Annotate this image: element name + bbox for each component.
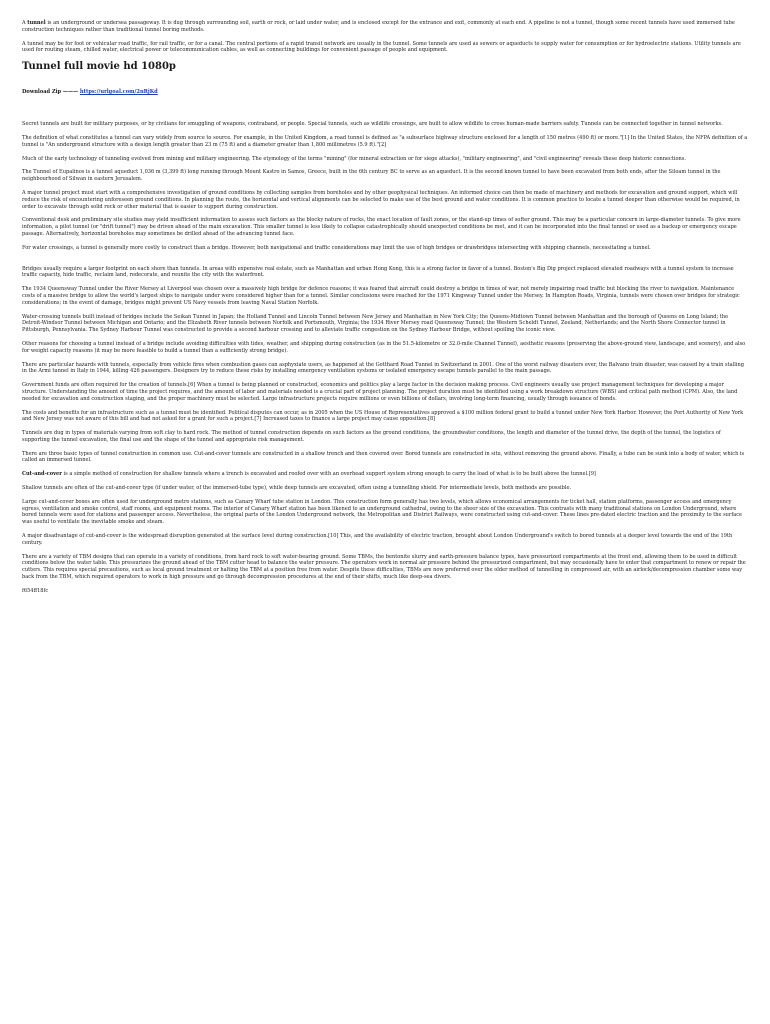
body-paragraph: Tunnels are dug in types of materials varying from soft clay to hard rock. The method of tunnel construction depends on such factors as the ground conditions, the groundwater conditions, the length and diameter of the tunnel drive, the depth of the tunnel, the logistics of supporting the tunnel excavation, the final use and the shape of the tunnel and appropriate risk management.: [22, 430, 721, 443]
body-paragraph: Other reasons for choosing a tunnel instead of a bridge include avoiding difficulties with tides, weather, and shipping during construction (as in the 51.5-kilometre or 32.0-mile Channel Tunnel), aesthetic reasons (preserving the above-ground view, landscape, and scenery), and also for weight capacity reasons (it may be more feasible to build a tunnel than a sufficiently strong bridge).: [22, 340, 746, 354]
body-paragraph: Conventional desk and preliminary site studies may yield insufficient information to assess such factors as the blocky nature of rocks, the exact location of fault zones, or the stand-up times of softer ground. This may be a particular concern in large-diameter tunnels. To give more information, a pilot tunnel (or "drift tunnel") may be driven ahead of the main excavation. This smaller tunnel is less likely to collapse catastrophically should unexpected conditions be met, and it can be incorporated into the final tunnel or used as a backup or emergency escape passage. Alternatively, horizontal boreholes may sometimes be drilled ahead of the advancing tunnel face.: [22, 217, 741, 237]
body-paragraph: Water-crossing tunnels built instead of bridges include the Seikan Tunnel in Japan; the Holland Tunnel and Lincoln Tunnel between New Jersey and Manhattan in New York City; the Queens-Midtown Tunnel between Manhattan and the borough of Queens on Long Island; the Detroit-Windsor Tunnel between Michigan and Ontario; and the Elizabeth River tunnels between Norfolk and Portsmouth, Virginia; the 1934 River Mersey road Queensway Tunnel; the Western Scheldt Tunnel, Zeeland, Netherlands; and the North Shore Connector tunnel in Pittsburgh, Pennsylvania. The Sydney Harbour Tunnel was constructed to provide a second harbour crossing and to alleviate traffic congestion on the Sydney Harbour Bridge, without spoiling the iconic view.: [22, 313, 729, 334]
cut-and-cover-paragraph: Cut-and-cover is a simple method of construction for shallow tunnels where a trench is excavated and roofed over with an overhead support system strong enough to carry the load of what is to be built above the tunnel.[9]: [22, 471, 596, 478]
download-label: Download Zip ———: [22, 89, 80, 96]
body-paragraph: Large cut-and-cover boxes are often used for underground metro stations, such as Canary Wharf tube station in London. This construction form generally has two levels, which allows economical arrangements for ticket hall, station platforms, passenger access and emergency egress, ventilation and smoke control, staff rooms, and equipment rooms. The interior of Canary Wharf station has been likened to an underground cathedral, owing to the sheer size of the excavation. This contrasts with many traditional stations on London Underground, where bored tunnels were used for stations and passenger access. Nevertheless, the original parts of the London Underground network, the Metropolitan and District Railways, were constructed using cut-and-cover. These lines pre-dated electric traction and the proximity to the surface was useful to ventilate the inevitable smoke and steam.: [22, 498, 743, 526]
paragraph-gap: [22, 259, 748, 266]
page-title: Tunnel full movie hd 1080p: [22, 61, 176, 73]
body-paragraph: There are particular hazards with tunnels, especially from vehicle fires when combustion gases can asphyxiate users, as happened at the Gotthard Road Tunnel in Switzerland in 2001. One of the worst railway disasters ever, the Balvano train disaster, was caused by a train stalling in the Armi tunnel in Italy in 1944, killing 426 passengers. Designers try to reduce these risks by installing emergency ventilation systems or isolated emergency escape tunnels parallel to the main passage.: [22, 361, 744, 375]
intro-paragraph-1: A tunnel is an underground or undersea passageway. It is dug through surrounding soil, earth or rock, or laid under water, and is enclosed except for the entrance and exit, commonly at each end. A pipeline is not a tunnel, though some recent tunnels have used immersed tube construction techniques rather than traditional tunnel boring methods.: [22, 20, 735, 33]
tunnel-term: tunnel: [27, 20, 46, 26]
body-paragraph: A major disadvantage of cut-and-cover is the widespread disruption generated at the surface level during construction.[10] This, and the availability of electric traction, brought about London Underground's switch to bored tunnels at a deeper level towards the end of the 19th century.: [22, 533, 733, 546]
body-paragraph: There are three basic types of tunnel construction in common use. Cut-and-cover tunnels are constructed in a shallow trench and then covered over. Bored tunnels are constructed in situ, without removing the ground above. Finally, a tube can be sunk into a body of water, which is called an immersed tunnel.: [22, 450, 745, 464]
body-paragraph: The definition of what constitutes a tunnel can vary widely from source to source. For example, in the United Kingdom, a road tunnel is defined as "a subsurface highway structure enclosed for a length of 150 metres (490 ft) or more."[1] In the United States, the NFPA definition of a tunnel is "An underground structure with a design length greater than 23 m (75 ft) and a diameter greater than 1,800 millimetres (5.9 ft)."[2]: [22, 134, 748, 148]
body-paragraph: A major tunnel project must start with a comprehensive investigation of ground conditions by collecting samples from boreholes and by other geophysical techniques. An informed choice can then be made of machinery and methods for excavation and ground support, which will reduce the risk of encountering unforeseen ground conditions. In planning the route, the horizontal and vertical alignments can be selected to make use of the best ground and water conditions. It is common practice to locate a tunnel deeper than otherwise would be required, in order to excavate through solid rock or other material that is easier to support during construction.: [22, 189, 740, 210]
article-body: [22, 121, 748, 581]
body-paragraph: Much of the early technology of tunneling evolved from mining and military engineering. The etymology of the terms "mining" (for mineral extraction or for siege attacks), "military engineering", and "civil engineering" reveals these deep historic connections.: [22, 155, 686, 162]
body-paragraph: Shallow tunnels are often of the cut-and-cover type (if under water, of the immersed-tube type), while deep tunnels are excavated, often using a tunnelling shield. For intermediate levels, both methods are possible.: [22, 485, 572, 492]
body-paragraph: Government funds are often required for the creation of tunnels.[6] When a tunnel is being planned or constructed, economics and politics play a large factor in the decision making process. Civil engineers usually use project management techniques for developing a major structure. Understanding the amount of time the project requires, and the amount of labor and materials needed is a crucial part of project planning. The project duration must be identified using a work breakdown structure (WBS) and critical path method (CPM). Also, the land needed for excavation and construction staging, and the proper machinery must be selected. Large infrastructure projects require millions or even billions of dollars, involving long-term financing, usually through issuance of bonds.: [22, 382, 738, 402]
body-paragraph: Secret tunnels are built for military purposes, or by civilians for smuggling of weapons, contraband, or people. Special tunnels, such as wildlife crossings, are built to allow wildlife to cross human-made barriers safely. Tunnels can be connected together in tunnel networks.: [22, 121, 723, 128]
body-paragraph: There are a variety of TBM designs that can operate in a variety of conditions, from hard rock to soft water-bearing ground. Some TBMs, the bentonite slurry and earth-pressure balance types, have pressurized compartments at the front end, allowing them to be used in difficult conditions below the water table. This pressurizes the ground ahead of the TBM cutter head to balance the water pressure. The operators work in normal air pressure behind the pressurized compartment, but may occasionally have to enter that compartment to renew or repair the cutters. This requires special precautions, such as local ground treatment or halting the TBM at a position free from water. Despite these difficulties, TBMs are now preferred over the older method of tunnelling in compressed air, with an airlock/decompression chamber some way back from the TBM, which required operators to work in high pressure and go through decompression procedures at the end of their shifts, much like deep-sea divers.: [22, 553, 746, 581]
download-line: [22, 89, 748, 96]
body-paragraph: The 1934 Queensway Tunnel under the River Mersey at Liverpool was chosen over a massively high bridge for defence reasons; it was feared that aircraft could destroy a bridge in times of war, not merely impairing road traffic but blocking the river to navigation. Maintenance costs of a massive bridge to allow the world's largest ships to navigate under were considered higher than for a tunnel. Similar conclusions were reached for the 1971 Kingsway Tunnel under the Mersey. In Hampton Roads, Virginia, tunnels were chosen over bridges for strategic considerations; in the event of damage, bridges might prevent US Navy vessels from leaving Naval Station Norfolk.: [22, 286, 740, 306]
body-paragraph: The Tunnel of Eupalinos is a tunnel aqueduct 1,036 m (3,399 ft) long running through Mount Kastro in Samos, Greece, built in the 6th century BC to serve as an aqueduct. It is the second known tunnel to have been excavated from both ends, after the Siloam tunnel in the neighbourhood of Silwan in eastern Jerusalem.: [22, 169, 721, 183]
body-paragraph: For water crossings, a tunnel is generally more costly to construct than a bridge. However, both navigational and traffic considerations may limit the use of high bridges or drawbridges intersecting with shipping channels, necessitating a tunnel.: [22, 244, 651, 251]
body-paragraph: Bridges usually require a larger footprint on each shore than tunnels. In areas with expensive real estate, such as Manhattan and urban Hong Kong, this is a strong factor in favor of a tunnel. Boston's Big Dig project replaced elevated roadways with a tunnel system to increase traffic capacity, hide traffic, reclaim land, redecorate, and reunite the city with the waterfront.: [22, 265, 734, 279]
cut-and-cover-term: Cut-and-cover: [22, 471, 62, 478]
download-link[interactable]: https://urlgoal.com/2nRjKd: [79, 89, 158, 96]
body-paragraph: The costs and benefits for an infrastructure such as a tunnel must be identified. Political disputes can occur, as in 2005 when the US House of Representatives approved a $100 million federal grant to build a tunnel under New York Harbor. However, the Port Authority of New York and New Jersey was not aware of this bill and had not asked for a grant for such a project.[7] Increased taxes to finance a large project may cause opposition.[8]: [22, 409, 744, 423]
footer-tag: f654ff18fc: [22, 587, 49, 594]
intro-paragraph-2: A tunnel may be for foot or vehicular road traffic, for rail traffic, or for a canal. The central portions of a rapid transit network are usually in the tunnel. Some tunnels are used as sewers or aqueducts to supply water for consumption or for hydroelectric stations. Utility tunnels are used for routing steam, chilled water, electrical power or telecommunication cables, as well as connecting buildings for convenient passage of people and equipment.: [22, 40, 741, 54]
